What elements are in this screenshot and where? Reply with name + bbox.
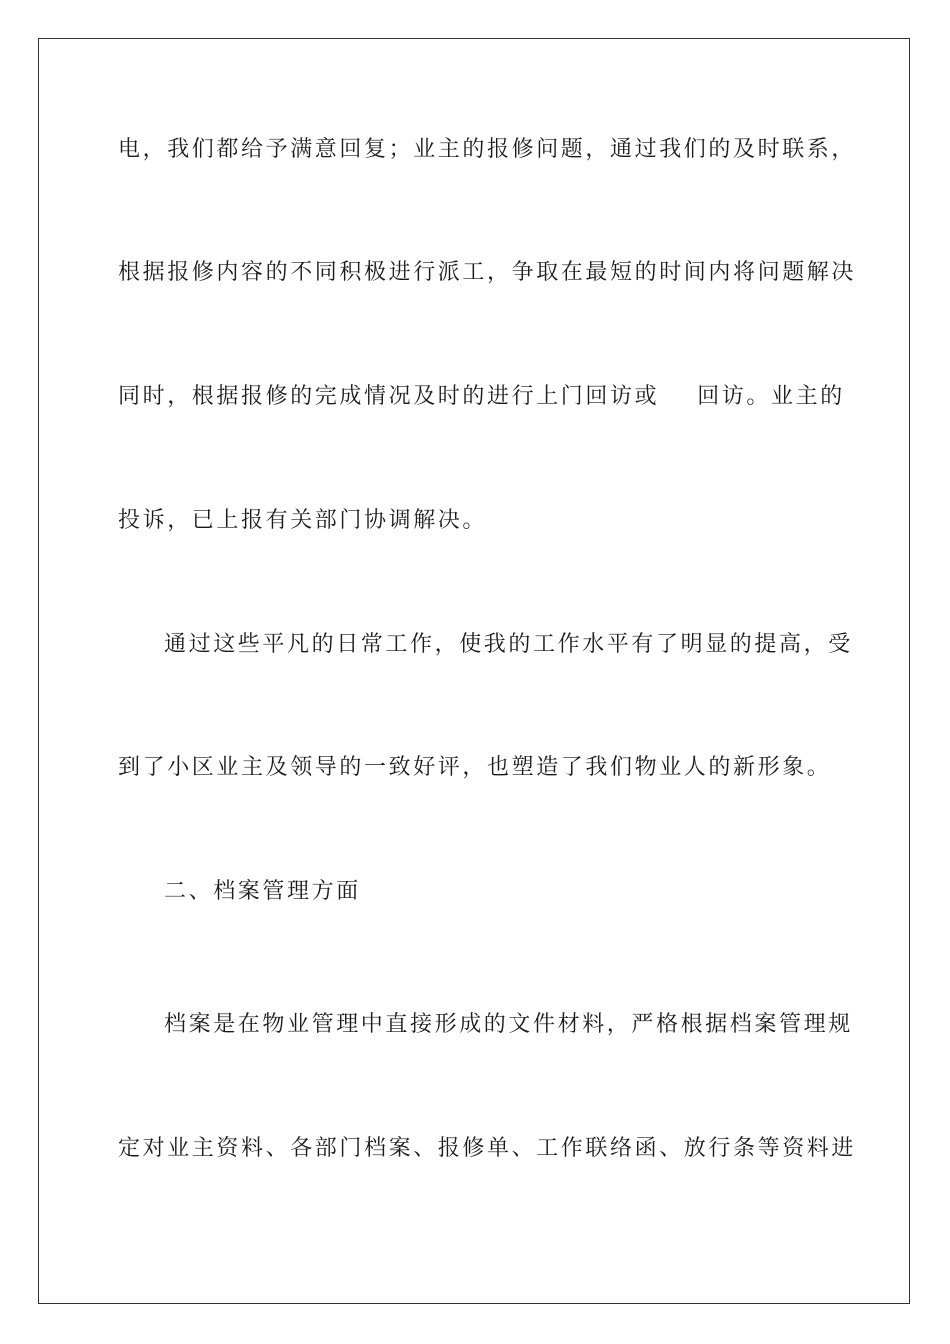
section-heading: 二、档案管理方面 xyxy=(164,879,361,904)
paragraph-line-6: 到了小区业主及领导的一致好评，也塑造了我们物业人的新形象。 xyxy=(118,755,832,780)
paragraph-line-5: 通过这些平凡的日常工作，使我的工作水平有了明显的提高，受 xyxy=(164,632,853,657)
paragraph-line-7: 档案是在物业管理中直接形成的文件材料，严格根据档案管理规 xyxy=(164,1012,853,1037)
page-frame xyxy=(38,38,910,1304)
paragraph-line-3-part-1: 同时，根据报修的完成情况及时的进行上门回访或 xyxy=(118,384,660,409)
paragraph-line-4: 投诉，已上报有关部门协调解决。 xyxy=(118,508,488,533)
paragraph-line-1: 电，我们都给予满意回复；业主的报修问题，通过我们的及时联系， xyxy=(118,137,857,162)
paragraph-line-2: 根据报修内容的不同积极进行派工，争取在最短的时间内将问题解决 xyxy=(118,260,857,285)
paragraph-line-3-part-2: 回访。业主的 xyxy=(697,384,845,409)
paragraph-line-8: 定对业主资料、各部门档案、报修单、工作联络函、放行条等资料进 xyxy=(118,1136,857,1161)
paragraph-line-3 xyxy=(118,382,845,412)
